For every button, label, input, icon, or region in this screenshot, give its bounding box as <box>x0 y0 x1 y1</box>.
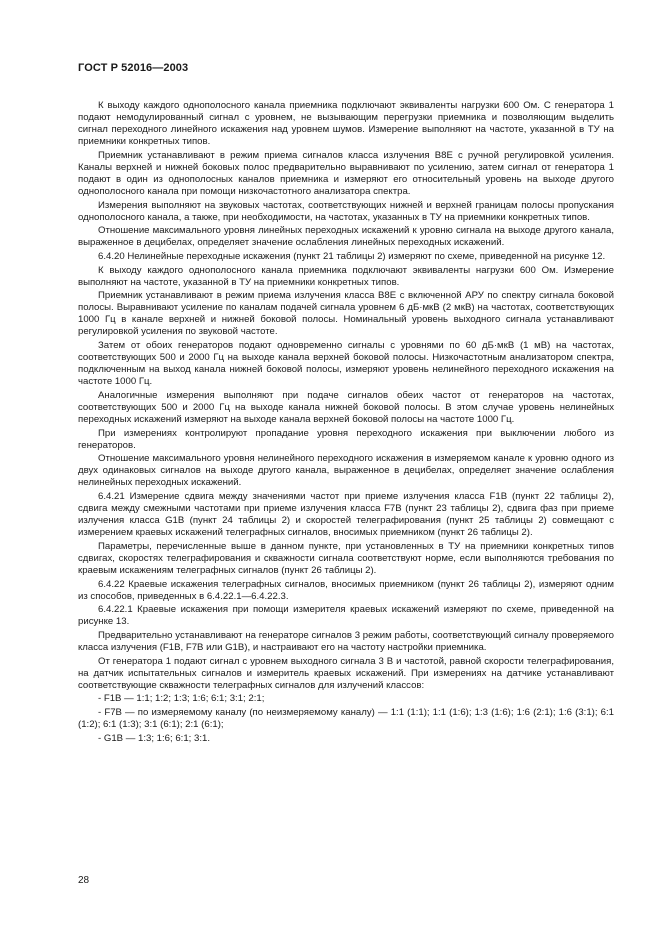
section-paragraph-6-4-22: 6.4.22 Краевые искажения телеграфных сигналов, вносимых приемником (пункт 26 таблицы 2), измеряют одним из способов, приведенных в 6.4.22.1—6.4.22.3. <box>78 578 614 602</box>
list-item-f7b: - F7B — по измеряемому каналу (по неизмеряемому каналу) — 1:1 (1:1); 1:1 (1:6); 1:3 (1:6); 1:6 (2:1); 1:6 (3:1); 6:1 (1:2); 6:1 (1:3); 3:1 (6:1); 2:1 (6:1); <box>78 706 614 730</box>
section-paragraph-6-4-22-1: 6.4.22.1 Краевые искажения при помощи измерителя краевых искажений измеряют по схеме, приведенной на рисунке 13. <box>78 604 614 628</box>
paragraph: Отношение максимального уровня нелинейного переходного искажения в измеряемом канале к уровню одного из двух одинаковых сигналов на выходе другого канала, выраженное в децибелах, определяет значение ослабления нелинейных переходных искажений. <box>78 453 614 489</box>
section-paragraph-6-4-20: 6.4.20 Нелинейные переходные искажения (пункт 21 таблицы 2) измеряют по схеме, приведенной на рисунке 12. <box>98 250 606 262</box>
list-item-g1b: - G1B — 1:3; 1:6; 6:1; 3:1. <box>98 732 210 744</box>
paragraph: Измерения выполняют на звуковых частотах, соответствующих нижней и верхней границам полосы пропускания однополосного канала, а также, при необходимости, на частотах, указанных в ТУ на приемники конкретных типов. <box>78 199 614 223</box>
paragraph: Аналогичные измерения выполняют при подаче сигналов обеих частот от генераторов на частотах, соответствующих 500 и 2000 Гц на выходе канала нижней боковой полосы. В этом случае уровень нелинейных переходных искажений измеряют на выходе канала верхней боковой полосы на частоте 1000 Гц. <box>78 389 614 425</box>
section-paragraph-6-4-21: 6.4.21 Измерение сдвига между значениями частот при приеме излучения класса F1B (пункт 22 таблицы 2), сдвига между смежными частотами при приеме излучения класса F7B (пункт 23 таблицы 2), сдвига фаз при приеме излучения класса G1B (пункт 24 таблицы 2) и скоростей телеграфирования (пункт 25 таблицы 2) совмещают с измерением краевых искажений телеграфных сигналов, вносимых приемником (пункт 26 таблицы 2). <box>78 490 614 539</box>
document-body <box>78 100 614 746</box>
document-header: ГОСТ Р 52016—2003 <box>78 62 189 74</box>
page-number: 28 <box>78 875 90 886</box>
paragraph: Затем от обоих генераторов подают одновременно сигналы с уровнями по 60 дБ·мкВ (1 мВ) на частотах, соответствующих 500 и 2000 Гц на выходе канала верхней боковой полосы. Низкочастотным анализатором спектра, подключенным на выход канала нижней боковой полосы, измеряют уровень нелинейного переходного искажения на частоте 1000 Гц. <box>78 340 614 388</box>
paragraph: Приемник устанавливают в режим приема сигналов класса излучения В8Е с ручной регулировкой усиления. Каналы верхней и нижней боковых полос предварительно выравнивают по усилению, затем сигнал от генератора 1 подают в один из однополосных каналов приемника и измеряют его относительный уровень на выходе другого однополосного канала при помощи низкочастотного анализатора спектра. <box>78 149 614 197</box>
list-item-f1b: - F1B — 1:1; 1:2; 1:3; 1:6; 6:1; 3:1; 2:1; <box>98 693 265 705</box>
paragraph: При измерениях контролируют пропадание уровня переходного искажения при выключении любого из генераторов. <box>78 427 614 451</box>
paragraph: Приемник устанавливают в режим приема излучения класса В8Е с включенной АРУ по спектру сигнала боковой полосы. Выравнивают усиление по каналам подачей сигнала уровнем 6 дБ·мкВ (2 мкВ) на частотах, соответствующих 1000 Гц в канале верхней и нижней боковой полосы. Номинальный уровень выходного сигнала устанавливают регулировкой усиления по звуковой частоте. <box>78 290 614 338</box>
paragraph: Отношение максимального уровня линейных переходных искажений к уровню сигнала на выходе другого канала, выраженное в децибелах, определяет значение ослабления линейных переходных искажений. <box>78 225 614 249</box>
paragraph: От генератора 1 подают сигнал с уровнем выходного сигнала 3 В и частотой, равной скорости телеграфирования, на датчик испытательных сигналов и измеритель краевых искажений. При измерениях на датчике устанавливают соответствующие скважности телеграфных сигналов для излучений классов: <box>78 655 614 691</box>
paragraph: Предварительно устанавливают на генераторе сигналов 3 режим работы, соответствующий сигналу проверяемого класса излучения (F1B, F7B или G1B), и настраивают его на частоту настройки приемника. <box>78 629 614 653</box>
paragraph: Параметры, перечисленные выше в данном пункте, при установленных в ТУ на приемники конкретных типов сдвигах, скоростях телеграфирования и скважности сигнала соответствуют норме, если выполняются требования по краевым искажениям телеграфных сигналов (пункт 26 таблицы 2). <box>78 540 614 576</box>
paragraph: К выходу каждого однополосного канала приемника подключают эквиваленты нагрузки 600 Ом. С генератора 1 подают немодулированный сигнал с уровнем, не вызывающим перегрузки приемника и позволяющим выделить сигнал переходного линейного искажения над уровнем шумов. Измерение выполняют на частоте, указанной в ТУ на приемники конкретных типов. <box>78 100 614 148</box>
paragraph: К выходу каждого однополосного канала приемника подключают эквиваленты нагрузки 600 Ом. Измерение выполняют на частоте, указанной в ТУ на приемники конкретных типов. <box>78 264 614 288</box>
